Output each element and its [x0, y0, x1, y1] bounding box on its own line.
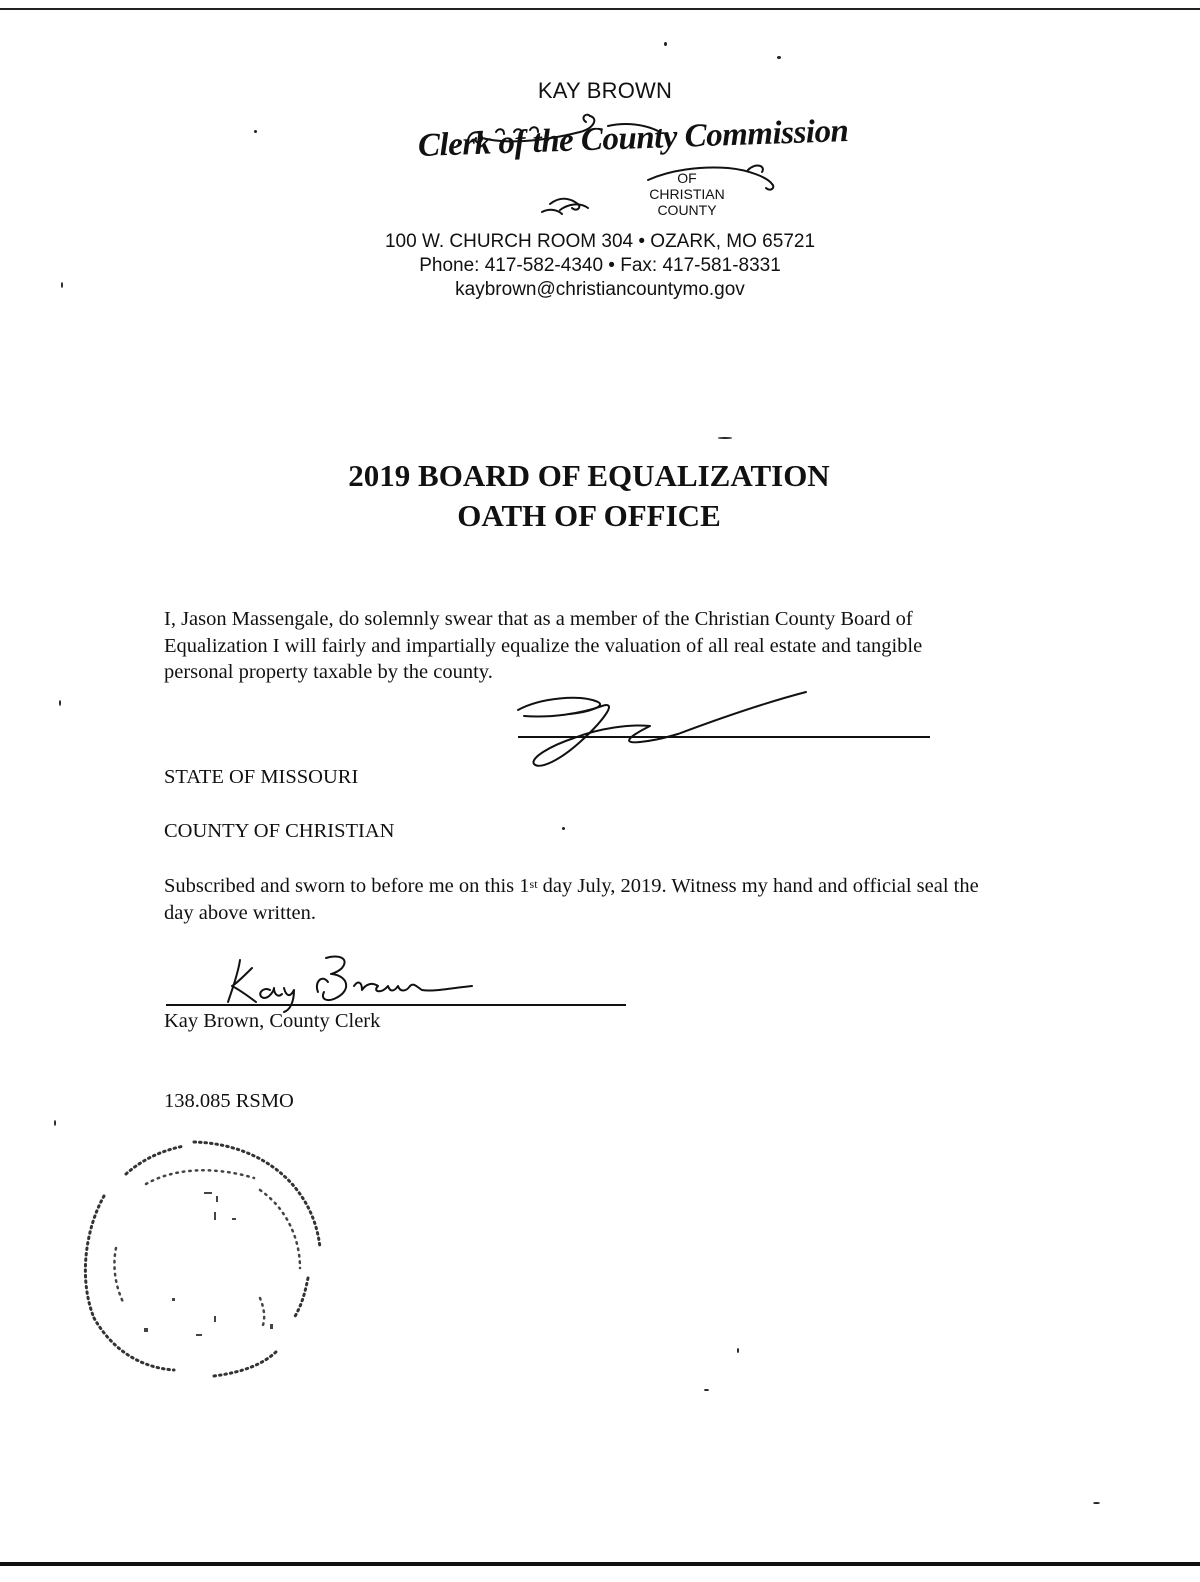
letterhead-phone-fax: Phone: 417-582-4340 • Fax: 417-581-8331: [419, 255, 781, 276]
logo-title: Clerk of the County Commission: [417, 112, 849, 164]
scan-speck: [704, 1389, 709, 1391]
scan-speck: [1093, 1502, 1100, 1504]
clerk-name-label: Kay Brown, County Clerk: [164, 1010, 381, 1032]
logo-subtitle: [622, 170, 752, 218]
county-line: COUNTY OF CHRISTIAN: [164, 820, 395, 842]
scan-speck: [737, 1348, 739, 1353]
oath-paragraph: I, Jason Massengale, do solemnly swear that as a member of the Christian County Board of Equalization I will fairly and impartially equalize the valuation of all real estate and tangible personal property taxable by the county.: [164, 608, 923, 683]
letterhead-address: 100 W. CHURCH ROOM 304 • OZARK, MO 65721: [384, 231, 816, 252]
logo-of: OF: [677, 170, 697, 186]
statute-reference: 138.085 RSMO: [164, 1090, 294, 1112]
scan-speck: [254, 130, 257, 133]
state-line: STATE OF MISSOURI: [164, 766, 359, 788]
document-title-line-1: 2019 BOARD OF EQUALIZATION: [348, 458, 830, 493]
member-signature-icon: [510, 684, 820, 774]
sworn-suffix: day July, 2019. Witness my hand and official seal the day above written.: [164, 875, 979, 924]
sworn-prefix: Subscribed and sworn to before me on this 1: [164, 875, 530, 897]
logo-county-1: CHRISTIAN: [649, 186, 725, 202]
letterhead-email: kaybrown@christiancountymo.gov: [455, 279, 745, 300]
logo-county-2: COUNTY: [657, 202, 717, 218]
scan-edge-top: [0, 8, 1200, 10]
scan-edge-bottom: [0, 1562, 1200, 1566]
scan-speck: [718, 437, 732, 439]
sworn-ordinal: st: [529, 877, 538, 891]
scan-speck: [54, 1120, 56, 1126]
sworn-statement: [164, 873, 1004, 926]
official-seal-icon: [64, 1128, 334, 1398]
scan-speck: [777, 56, 781, 59]
scan-speck: [59, 700, 61, 706]
scan-speck: [664, 42, 667, 46]
document-title-line-2: OATH OF OFFICE: [457, 498, 721, 533]
letterhead-name: KAY BROWN: [537, 78, 673, 103]
clerk-office-logo: [410, 108, 849, 230]
clerk-signature-line: [166, 1004, 626, 1006]
